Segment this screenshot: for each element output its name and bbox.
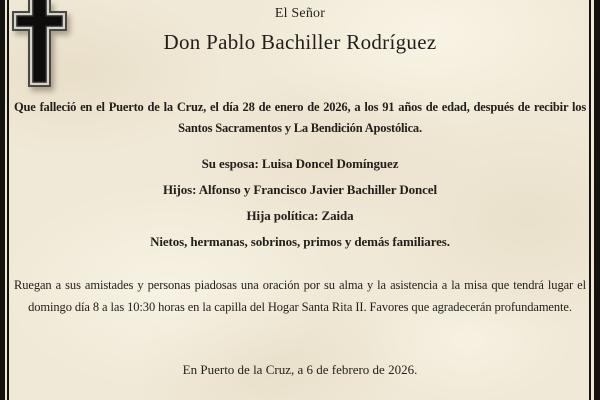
frame-right-inner-rule <box>589 0 591 400</box>
family-line-children: Hijos: Alfonso y Francisco Javier Bachiller Doncel <box>163 182 437 197</box>
frame-left-outer-rule <box>0 0 5 400</box>
frame-right-outer-rule <box>594 0 600 400</box>
dateline: En Puerto de la Cruz, a 6 de febrero de 2026. <box>182 362 418 377</box>
family-line-daughter-in-law: Hija política: Zaida <box>246 208 354 223</box>
family-line-spouse: Su esposa: Luisa Doncel Domínguez <box>201 156 399 171</box>
family-line-other-relatives: Nietos, hermanas, sobrinos, primos y demás familiares. <box>150 234 450 249</box>
mass-request: Ruegan a sus amistades y personas piadosas una oración por su alma y la asistencia a la misa que tendrá lugar el domingo día 8 a las 10:30 horas en la capilla del Hogar Santa Rita II. Favores que agradecerán profundamente. <box>14 278 586 314</box>
death-announcement: Que falleció en el Puerto de la Cruz, el día 28 de enero de 2026, a los 91 años de edad, después de recibir los Santos Sacramentos y La Bendición Apostólica. <box>14 100 586 135</box>
deceased-name: Don Pablo Bachiller Rodríguez <box>163 30 437 54</box>
family-list <box>14 151 586 255</box>
honorific: El Señor <box>274 6 326 21</box>
